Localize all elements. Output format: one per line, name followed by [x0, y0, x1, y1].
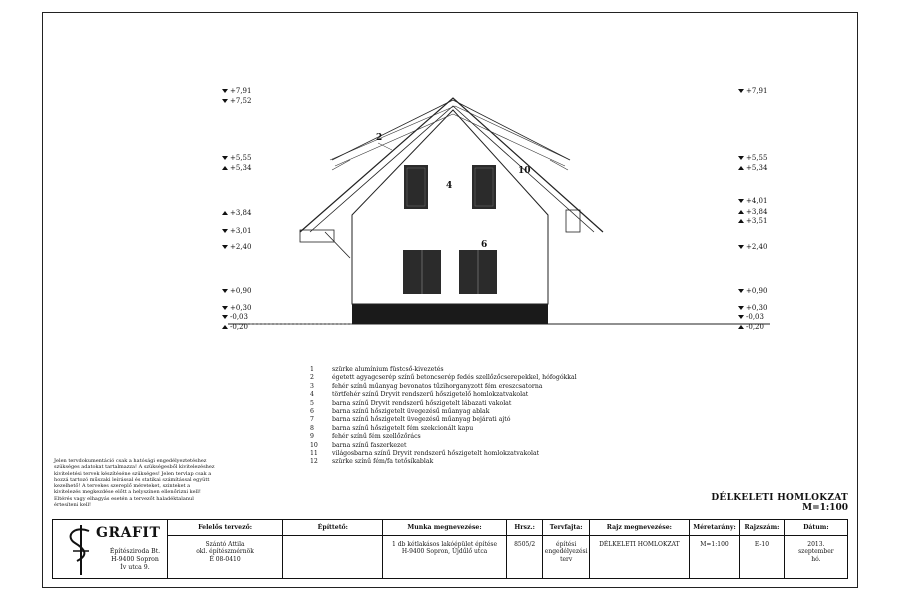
level-marker: +5,55 — [222, 154, 251, 162]
callout-10: 10 — [518, 166, 531, 176]
callout-2: 2 — [376, 133, 383, 143]
callout-6: 6 — [481, 240, 488, 250]
legend-item: 3 fehér színű műanyag bevonatos tűzihorganyzott fém ereszcsatorna — [310, 382, 543, 390]
level-marker: +0,90 — [738, 287, 767, 295]
title-block-table — [52, 519, 848, 579]
level-marker: +5,34 — [738, 164, 767, 172]
designer-cell: Felelős tervező: Szántó Attila okl. építészmérnök É 08-0410 — [168, 520, 284, 578]
legend-item: 8 barna színű hőszigetelt fém szekcionált kapu — [310, 424, 474, 432]
legend-item: 12 szürke színű fém/fa tetősíkablak — [310, 458, 434, 466]
window-upper-left — [404, 165, 428, 209]
work-cell: Munka megnevezése: 1 db kétlakásos lakóépület építése H-9400 Sopron, Újdűlő utca — [383, 520, 507, 578]
level-marker: +5,55 — [738, 154, 767, 162]
level-marker: -0,03 — [738, 313, 764, 321]
company-address: Építésziroda Bt. H-9400 Sopron Ív utca 9. — [109, 548, 161, 571]
level-marker: +2,40 — [738, 243, 767, 251]
legend-item: 1 szürke alumínium füstcső-kivezetés — [310, 366, 444, 373]
legend-item: 5 barna színű Dryvit rendszerű hőszigetelt lábazati vakolat — [310, 399, 512, 407]
level-marker: +7,52 — [222, 97, 251, 105]
level-marker: +3,51 — [738, 217, 767, 225]
drawing-title-block — [711, 493, 848, 513]
level-marker: +2,40 — [222, 243, 251, 251]
lot-cell: Hrsz.: 8505/2 — [507, 520, 544, 578]
window-upper-right — [472, 165, 496, 209]
level-marker: +3,84 — [738, 208, 767, 216]
level-marker: +7,91 — [222, 87, 251, 95]
level-marker: -0,20 — [222, 323, 248, 331]
drawing-name-cell: Rajz megnevezése: DÉLKELETI HOMLOKZAT — [590, 520, 690, 578]
legend-item: 11 világosbarna színű Dryvit rendszerű hőszigetelt homlokzatvakolat — [310, 450, 540, 458]
builder-cell: Építtető: — [283, 520, 383, 578]
level-marker: +0,30 — [222, 304, 251, 312]
level-marker: +0,30 — [738, 304, 767, 312]
plinth-band — [352, 304, 548, 324]
legend-item: 2 égetett agyagcserép színű betoncserép fedés szellőzőcserepekkel, hófogókkal — [310, 374, 577, 382]
legend-item: 4 törtfehér színű Dryvit rendszerű hőszigetelő homlokzatvakolat — [310, 391, 529, 399]
company-name: GRAFIT — [96, 525, 161, 541]
legend-item: 10 barna színű faszerkezet — [310, 441, 407, 449]
level-marker: -0,03 — [222, 313, 248, 321]
grafit-logo-icon — [59, 521, 99, 579]
downpipe-left — [325, 232, 350, 258]
general-note: Jelen tervdokumentáció csak a hatósági engedélyeztetéshez szükséges adatokat tartalmazza! A szükségesből kivitelezéshez kiviteletési tervek készítéséne szükséges! Jelen tervlap csak a hozzá tartozó műszaki leírással és statikai számítással együtt kezelhető! A tervekes szereplő méreteket, szinteket a kivitelezés megkezdése előtt a helyszínen ellenőrizni kell! Eltérés vagy elhagyás esetén a tervezőt haladéktalanul értesíteni kell! — [54, 458, 215, 509]
level-marker: +4,01 — [738, 197, 767, 205]
level-marker: +0,90 — [222, 287, 251, 295]
level-marker: +5,34 — [222, 164, 251, 172]
level-marker: +3,84 — [222, 209, 251, 217]
drawing-title: DÉLKELETI HOMLOKZAT — [711, 493, 848, 503]
drawing-scale: M=1:100 — [802, 503, 848, 513]
plan-type-cell: Tervfajta: építési engedélyezési terv — [543, 520, 589, 578]
company-logo-cell — [53, 520, 168, 578]
level-marker: -0,20 — [738, 323, 764, 331]
date-cell: Dátum: 2013. szeptember hó. — [785, 520, 847, 578]
level-marker: +7,91 — [738, 87, 767, 95]
level-marker: +3,01 — [222, 227, 251, 235]
callout-4: 4 — [446, 181, 453, 191]
scale-cell: Méretarány: M=1:100 — [690, 520, 740, 578]
sheet-number-cell: Rajzszám: E-10 — [740, 520, 785, 578]
materials-legend — [310, 366, 577, 467]
legend-item: 7 barna színű hőszigetelt üvegezésű műanyag bejárati ajtó — [310, 416, 511, 424]
legend-item: 9 fehér színű fém szellőzőrács — [310, 433, 421, 441]
legend-item: 6 barna színű hőszigetelt üvegezésű műanyag ablak — [310, 408, 490, 416]
